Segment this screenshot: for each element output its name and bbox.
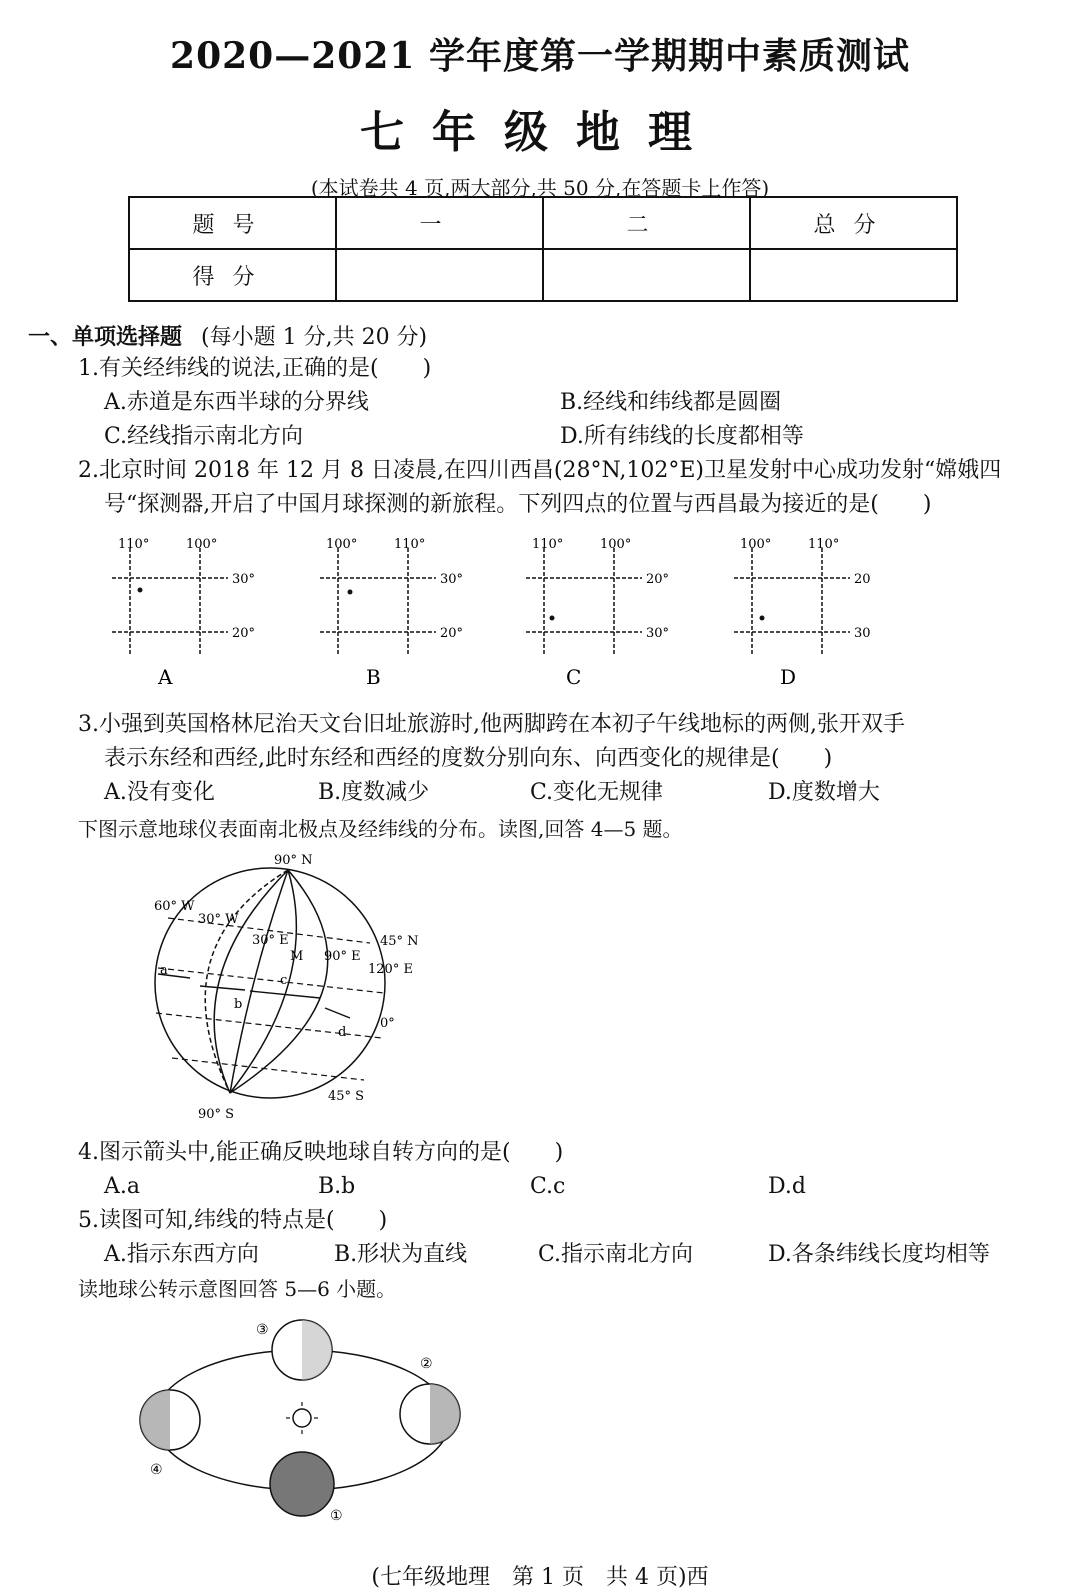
orbit-position-3: ③ <box>256 1322 269 1338</box>
globe-30e: 30° E <box>252 933 289 948</box>
section-subtitle: (每小题 1 分,共 20 分) <box>201 325 428 350</box>
q1-option-d: D.所有纬线的长度都相等 <box>560 424 804 449</box>
orbit-position-4: ④ <box>150 1462 163 1478</box>
q3-stem-line1: 3.小强到英国格林尼治天文台旧址旅游时,他两脚跨在本初子午线地标的两侧,张开双手 <box>78 712 905 737</box>
intro-q5-q6: 读地球公转示意图回答 5—6 小题。 <box>78 1277 397 1301</box>
grid-d-top-right: 110° <box>808 537 840 552</box>
q3-option-b: B.度数减少 <box>318 780 430 805</box>
q1-option-b: B.经线和纬线都是圆圈 <box>560 390 782 415</box>
grid-d-top-left: 100° <box>740 537 772 552</box>
globe-60w: 60° W <box>154 899 195 914</box>
globe-45n: 45° N <box>380 934 419 949</box>
earth-right <box>400 1384 460 1444</box>
grid-b-label: B <box>366 665 381 689</box>
grid-a <box>112 537 255 689</box>
q5-stem: 5.读图可知,纬线的特点是( ) <box>78 1208 388 1233</box>
q4-option-b: B.b <box>318 1174 356 1199</box>
globe-30w: 30° W <box>198 912 239 927</box>
grid-a-right-top: 30° <box>232 572 256 587</box>
grid-b-top-left: 100° <box>326 537 358 552</box>
q3-option-c: C.变化无规律 <box>530 780 664 805</box>
page-footer: (七年级地理 第 1 页 共 4 页)西 <box>371 1565 709 1590</box>
q4-stem: 4.图示箭头中,能正确反映地球自转方向的是( ) <box>78 1140 564 1165</box>
globe-arrow-a: a <box>160 963 168 978</box>
q3-stem-line2: 表示东经和西经,此时东经和西经的度数分别向东、向西变化的规律是( ) <box>104 746 833 771</box>
exam-note: (本试卷共 4 页,两大部分,共 50 分,在答题卡上作答) <box>310 176 770 200</box>
grid-c-right-bottom: 30° <box>646 626 670 641</box>
globe-arrow-c: c <box>280 973 288 988</box>
grid-d <box>734 537 871 689</box>
score-cell <box>336 249 543 301</box>
q1-option-c: C.经线指示南北方向 <box>104 424 304 449</box>
globe-equator: 0° <box>380 1016 395 1031</box>
orbit-position-2: ② <box>420 1356 433 1372</box>
q1-stem: 1.有关经纬线的说法,正确的是( ) <box>78 356 432 381</box>
grid-d-label: D <box>780 665 797 689</box>
globe-arrow-d: d <box>338 1025 347 1040</box>
grid-b-top-right: 110° <box>394 537 426 552</box>
score-cell <box>543 249 750 301</box>
grid-c-label: C <box>566 665 582 689</box>
q2-grid-figures <box>100 530 900 700</box>
grid-c-top-right: 100° <box>600 537 632 552</box>
exam-title: 2020—2021 学年度第一学期期中素质测试 <box>170 35 910 77</box>
grid-c-top-left: 110° <box>532 537 564 552</box>
exam-subject: 七年级地理 <box>360 107 720 158</box>
score-cell: 总分 <box>750 197 957 249</box>
score-table <box>128 196 958 302</box>
grid-a-right-bottom: 20° <box>232 626 256 641</box>
globe-point-m: M <box>290 949 304 964</box>
score-cell: 得分 <box>129 249 336 301</box>
q5-option-d: D.各条纬线长度均相等 <box>768 1242 990 1267</box>
score-table-score-row <box>129 249 957 301</box>
q5-option-c: C.指示南北方向 <box>538 1242 694 1267</box>
q4-option-a: A.a <box>104 1174 140 1199</box>
q4-option-d: D.d <box>768 1174 806 1199</box>
globe-45s: 45° S <box>328 1089 365 1104</box>
q5-option-b: B.形状为直线 <box>334 1242 468 1267</box>
q4-option-c: C.c <box>530 1174 566 1199</box>
sun-icon <box>293 1409 311 1427</box>
grid-a-label: A <box>158 665 173 689</box>
globe-figure <box>140 848 460 1130</box>
q3-option-d: D.度数增大 <box>768 780 880 805</box>
grid-d-right-bottom: 30 <box>854 626 871 641</box>
earth-bottom <box>270 1452 334 1516</box>
grid-d-right-top: 20 <box>854 572 871 587</box>
grid-a-top-right: 100° <box>186 537 218 552</box>
globe-120e: 120° E <box>368 962 413 977</box>
orbit-figure <box>130 1306 480 1532</box>
grid-a-top-left: 110° <box>118 537 150 552</box>
orbit-position-1: ① <box>330 1508 343 1524</box>
globe-north-pole: 90° N <box>274 853 313 868</box>
score-cell: 题号 <box>129 197 336 249</box>
grid-b-right-top: 30° <box>440 572 464 587</box>
score-cell <box>750 249 957 301</box>
section-title: 一、单项选择题 <box>28 324 183 350</box>
score-table-header-row <box>129 197 957 249</box>
earth-left <box>140 1390 200 1450</box>
q2-stem-line1: 2.北京时间 2018 年 12 月 8 日凌晨,在四川西昌(28°N,102°E)卫星发射中心成功发射“嫦娥四 <box>78 458 1002 483</box>
grid-b <box>320 537 463 689</box>
earth-top <box>272 1320 332 1380</box>
grid-c <box>526 537 669 689</box>
q5-option-a: A.指示东西方向 <box>104 1242 259 1267</box>
section-heading <box>28 320 427 351</box>
grid-c-right-top: 20° <box>646 572 670 587</box>
globe-south-pole: 90° S <box>198 1107 235 1122</box>
globe-arrow-b: b <box>234 997 243 1012</box>
q1-option-a: A.赤道是东西半球的分界线 <box>104 390 369 415</box>
q3-option-a: A.没有变化 <box>104 780 215 805</box>
globe-90e: 90° E <box>324 949 361 964</box>
score-cell: 二 <box>543 197 750 249</box>
grid-b-right-bottom: 20° <box>440 626 464 641</box>
q2-stem-line2: 号“探测器,开启了中国月球探测的新旅程。下列四点的位置与西昌最为接近的是( ) <box>104 492 932 517</box>
intro-q4-q5: 下图示意地球仪表面南北极点及经纬线的分布。读图,回答 4—5 题。 <box>78 817 683 841</box>
score-cell: 一 <box>336 197 543 249</box>
